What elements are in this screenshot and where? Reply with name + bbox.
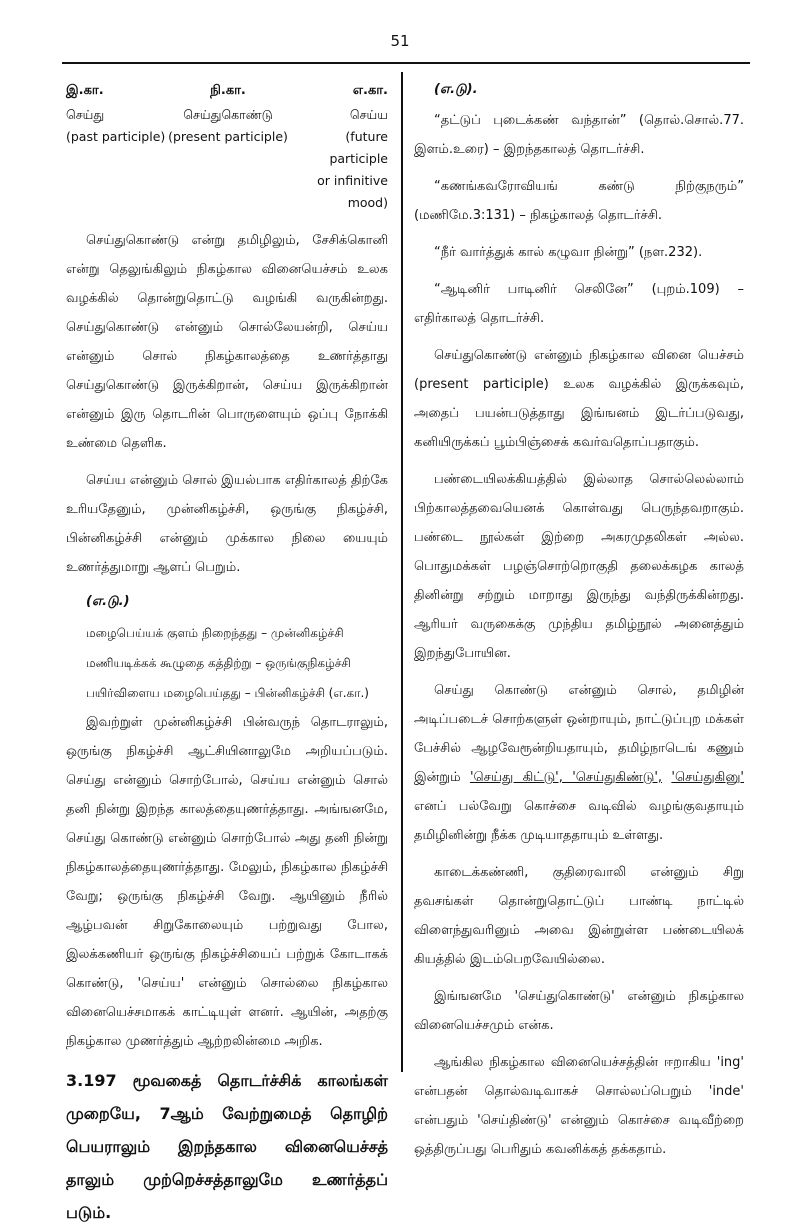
quote: “ஆடினிர் பாடினிர் செலினே” (புறம்.109) – எதிர்காலத் தொடர்ச்சி. bbox=[414, 282, 744, 326]
text-span: செய்து கொண்டு என்னும் சொல், தமிழின் அடிப்படைச் சொற்களுள் ஒன்றாயும், நாட்டுப்புற மக்கள் பேச்சில் ஆழவேரூன்றியதாயும், தமிழ்நாடெங் கணும் இன்றும் bbox=[414, 683, 744, 785]
paragraph: செய்துகொண்டு என்னும் நிகழ்கால வினை யெச்சம் (present participle) உலக வழக்கில் இருக்கவும், அதைப் பயன்படுத்தாது இங்ஙனம் இடர்ப்படுவது, கனியிருக்கப் பூம்பிஞ்சைக் கவர்வதொப்பதாகும். bbox=[414, 348, 744, 450]
example-line: மழைபெய்யக் குளம் நிறைந்தது – முன்னிகழ்ச்சி bbox=[86, 626, 344, 640]
example-line: பயிர்விளைய மழைபெய்தது – பின்னிகழ்ச்சி (எ.கா.) bbox=[86, 686, 369, 700]
paragraph: இவற்றுள் முன்னிகழ்ச்சி பின்வருந் தொடராலும், ஒருங்கு நிகழ்ச்சி ஆட்சியினாலுமே அறியப்படும். செய்து என்னும் சொற்போல், செய்ய என்னும் சொல் தனி நின்று இறந்த காலத்தையுணர்த்தாது. அங்ஙனமே, செய்து கொண்டு என்னும் சொற்போல் அது தனி நின்று நிகழ்காலத்தையுணர்த்தாது. மேலும், நிகழ்கால நிகழ்ச்சி வேறு; ஒருங்கு நிகழ்ச்சி வேறு. ஆயினும் நீரில் ஆழ்பவன் சிறுகோலையும் பற்றுவது போல, இலக்கணியர் ஒருங்கு நிகழ்ச்சியைப் பற்றுக் கோடாகக் கொண்டு, 'செய்ய' என்னும் சொல்லை நிகழ்கால வினையெச்சமாகக் காட்டியுள் ளனர். ஆயின், அதற்கு நிகழ்கால முணர்த்தும் ஆற்றலின்மை அறிக. bbox=[66, 715, 388, 1049]
paragraph: பண்டையிலக்கியத்தில் இல்லாத சொல்லெல்லாம் பிற்காலத்தவையெனக் கொள்வது பெருந்தவறாகும். பண்டை நூல்கள் இற்றை அகரமுதலிகள் அல்ல. பொதுமக்கள் பழஞ்சொற்றொகுதி தலைக்கழக காலத் தினின்று சற்றும் மாறாது இருந்து வந்திருக்கின்றது. ஆரியர் வருகைக்கு முந்திய தமிழ்நூல் அனைத்தும் இறந்துபோயின. bbox=[414, 472, 744, 661]
tense-table bbox=[66, 78, 388, 214]
paragraph: ஆங்கில நிகழ்கால வினையெச்சத்தின் ஈறாகிய 'ing' என்பதன் தொல்வடிவாகச் சொல்லப்பெறும் 'inde' என்பதும் 'செய்திண்டு' என்னும் கொச்சை வடிவீற்றை ஒத்திருப்பது பெரிதும் கவனிக்கத் தக்கதாம். bbox=[414, 1055, 744, 1157]
paragraph bbox=[414, 676, 744, 850]
quote: “கணங்கவரோவியங் கண்டு நிற்குநரும்” (மணிமே.3:131) – நிகழ்காலத் தொடர்ச்சி. bbox=[414, 179, 744, 223]
text-span: எனப் பல்வேறு கொச்சை வடிவில் வழங்குவதாயும் தமிழினின்று நீக்க முடியாததாயும் உள்ளது. bbox=[414, 799, 744, 843]
quote: “தட்டுப் புடைக்கண் வந்தான்” (தொல்.சொல்.77. இளம்.உரை) – இறந்தகாலத் தொடர்ச்சி. bbox=[414, 113, 744, 157]
table-head-future: எ.கா. bbox=[352, 83, 388, 98]
example-line: மணியடிக்கக் கூழுதை கத்திற்று – ஒருங்குநிகழ்ச்சி bbox=[86, 656, 351, 670]
paragraph: செய்ய என்னும் சொல் இயல்பாக எதிர்காலத் திற்கே உரியதேனும், முன்னிகழ்ச்சி, ஒருங்கு நிகழ்ச்சி, பின்னிகழ்ச்சி என்னும் முக்கால நிலை யையும் உணர்த்துமாறு ஆளப் பெறும். bbox=[66, 473, 388, 575]
table-cell: செய்துகொண்டு bbox=[183, 107, 273, 122]
left-column bbox=[66, 78, 388, 1229]
underlined-forms: 'செய்து கிட்டு', 'செய்துகிண்டு', bbox=[469, 770, 663, 785]
table-head-past: இ.கா. bbox=[66, 83, 104, 98]
table-cell: (present participle) bbox=[168, 129, 288, 144]
underlined-forms: 'செய்துகினு' bbox=[671, 770, 744, 785]
table-head-present: நி.கா. bbox=[210, 83, 246, 98]
section-heading: 3.197 மூவகைத் தொடர்ச்சிக் காலங்கள் முறையே, 7ஆம் வேற்றுமைத் தொழிற் பெயராலும் இறந்தகால வினையெச்சத் தாலும் முற்றெச்சத்தாலுமே உணர்த்தப் படும். bbox=[66, 1071, 388, 1222]
example-label: (எ.டு). bbox=[434, 82, 478, 97]
quote: “நீர் வார்த்துக் கால் கழுவா நின்று” (நள.232). bbox=[434, 245, 703, 260]
header-rule bbox=[62, 62, 750, 64]
right-column bbox=[414, 78, 744, 1172]
paragraph: செய்துகொண்டு என்று தமிழிலும், சேசிக்கொனி என்று தெலுங்கிலும் நிகழ்கால வினையெச்சம் உலக வழக்கில் தொன்றுதொட்டு வழங்கி வருகின்றது. செய்துகொண்டு என்னும் சொல்லேயன்றி, செய்ய என்னும் சொல் நிகழ்காலத்தை உணர்த்தாது செய்துகொண்டு இருக்கிறான், செய்ய இருக்கிறான் என்னும் இரு தொடரின் பொருளையும் ஒப்பு நோக்கி உண்மை தெளிக. bbox=[66, 233, 388, 451]
page-number: 51 bbox=[390, 32, 410, 50]
table-cell: or infinitive mood) bbox=[317, 173, 388, 210]
column-divider bbox=[401, 72, 403, 1072]
paragraph: இங்ஙனமே 'செய்துகொண்டு' என்னும் நிகழ்கால வினையெச்சமும் என்க. bbox=[414, 989, 744, 1033]
example-label: (எ.டு.) bbox=[86, 594, 130, 609]
paragraph: காடைக்கண்ணி, குதிரைவாலி என்னும் சிறு தவசங்கள் தொன்றுதொட்டுப் பாண்டி நாட்டில் விளைந்துவரினும் அவை இன்றுள்ள பண்டையிலக் கியத்தில் இடம்பெறவேயில்லை. bbox=[414, 865, 744, 967]
table-cell: செய்ய bbox=[349, 107, 388, 122]
table-cell: செய்து bbox=[66, 107, 105, 122]
table-cell: (future participle bbox=[329, 129, 388, 166]
table-cell: (past participle) bbox=[66, 129, 166, 144]
